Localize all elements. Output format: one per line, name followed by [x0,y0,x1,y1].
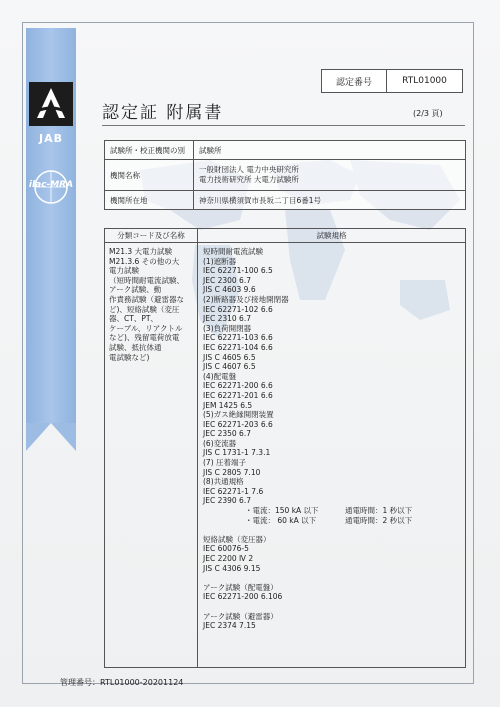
standard-line: アーク試験（避雷器） [203,611,278,621]
category-line: ケーブル、リアクトル [109,323,183,333]
spacer [203,573,463,583]
category-line: 電試験など) [109,352,150,362]
standard-line: JEC 2200 Ⅳ 2 [203,554,254,563]
standard-line: (1)遮断器 [203,256,237,266]
scope-table [104,228,466,668]
standard-line: JIS C 4603 9.6 [203,285,256,295]
cert-number-box [321,69,463,93]
organization-info-table [104,140,466,210]
standard-line: IEC 62271-200 6.6 [203,381,273,391]
standards-column-header: 試験規格 [316,231,347,240]
condition-current: ・電流： 60 kA 以下 [245,515,317,525]
category-line: など)、残留電荷放電 [109,333,180,343]
standard-line: IEC 62271-200 6.106 [203,592,283,602]
ilac-mra-label: ilac-MRA [28,180,74,190]
standard-line: JEC 2374 7.15 [203,621,256,631]
standard-line: (8)共通規格 [203,477,244,487]
test-condition [203,506,463,516]
standard-line: IEC 60076-5 [203,544,249,554]
standard-line: IEC 62271-201 6.6 [203,390,273,400]
standard-line: IEC 62271-203 6.6 [203,419,273,429]
category-text [109,247,195,362]
standard-line: JIS C 4306 9.15 [203,563,261,573]
standard-line: JIS C 4605 6.5 [203,352,256,362]
standard-line: JIS C 4607 6.5 [203,362,256,372]
standard-line: JEC 2350 6.7 [203,429,251,439]
category-line: M21.3 大電力試験 [109,247,173,256]
scope-table-header [105,229,465,243]
standard-line: IEC 62271-104 6.6 [203,342,273,352]
cert-number-label: 認定番号 [322,70,387,92]
condition-current: ・電流：150 kA 以下 [245,506,319,516]
standards-list [203,247,463,631]
category-line: （短時間耐電流試験、 [109,275,184,285]
cert-number-value: RTL01000 [402,76,447,86]
page-number: (2/3 頁) [413,109,443,118]
standard-line: 短絡試験（変圧器） [203,534,271,544]
standard-line: IEC 62271-102 6.6 [203,304,273,314]
spacer [203,602,463,612]
standard-line: (2)断路器及び接地開閉器 [203,294,289,304]
info-value: 試験所 [194,141,466,160]
standard-line: IEC 62271-1 7.6 [203,486,264,496]
category-column-header: 分類コード及び名称 [105,229,198,242]
spacer [203,525,463,535]
standard-line: (6)変流器 [203,438,237,448]
standard-line: IEC 62271-100 6.5 [203,266,273,276]
info-key: 試験所・校正機関の別 [105,141,194,160]
info-key: 機関名称 [105,160,194,191]
standard-line: JIS C 1731-1 7.3.1 [203,448,271,458]
info-value: 一般財団法人 電力中央研究所 電力技術研究所 大電力試験所 [194,160,466,191]
category-line: M21.3.6 その他の大 [109,256,180,266]
standard-line: アーク試験（配電盤） [203,582,278,592]
jab-logo [29,82,73,126]
condition-time: 通電時間：2 秒以下 [345,515,413,525]
management-number: 管理番号：RTL01000-20201124 [60,678,184,687]
info-row [105,141,466,160]
info-row [105,191,466,210]
standard-line: 短時間耐電流試験 [203,247,263,256]
category-line: 試験、抵抗体通 [109,342,162,352]
standard-line: JEM 1425 6.5 [203,400,253,410]
standard-line: JEC 2310 6.7 [203,314,251,324]
jab-label: JAB [39,132,63,145]
title-rule [102,125,465,126]
condition-time: 通電時間：1 秒以下 [345,506,413,516]
info-value: 神奈川県横須賀市長坂二丁目6番1号 [194,191,466,210]
ribbon-tail [26,423,76,451]
standard-line: IEC 62271-103 6.6 [203,333,273,343]
category-line: ど)、短絡試験（変圧 [109,304,180,314]
document-title: 認定証 附属書 [102,103,224,123]
standard-line: (7) 圧着端子 [203,458,247,468]
category-line: 電力試験 [109,266,139,276]
category-line: 器、CT、PT、 [109,314,158,324]
standard-line: (5)ガス絶縁開閉装置 [203,410,274,420]
standard-line: JEC 2300 6.7 [203,275,251,285]
category-line: 作責務試験（避雷器な [109,294,184,304]
standard-line: (3)負荷開閉器 [203,323,252,333]
info-key: 機関所在地 [105,191,194,210]
standard-line: JEC 2390 6.7 [203,496,251,506]
info-row [105,160,466,191]
category-line: アーク試験、動 [109,285,162,295]
standard-line: JIS C 2805 7.10 [203,467,261,477]
test-condition [203,516,463,526]
standard-line: (4)配電盤 [203,371,237,381]
